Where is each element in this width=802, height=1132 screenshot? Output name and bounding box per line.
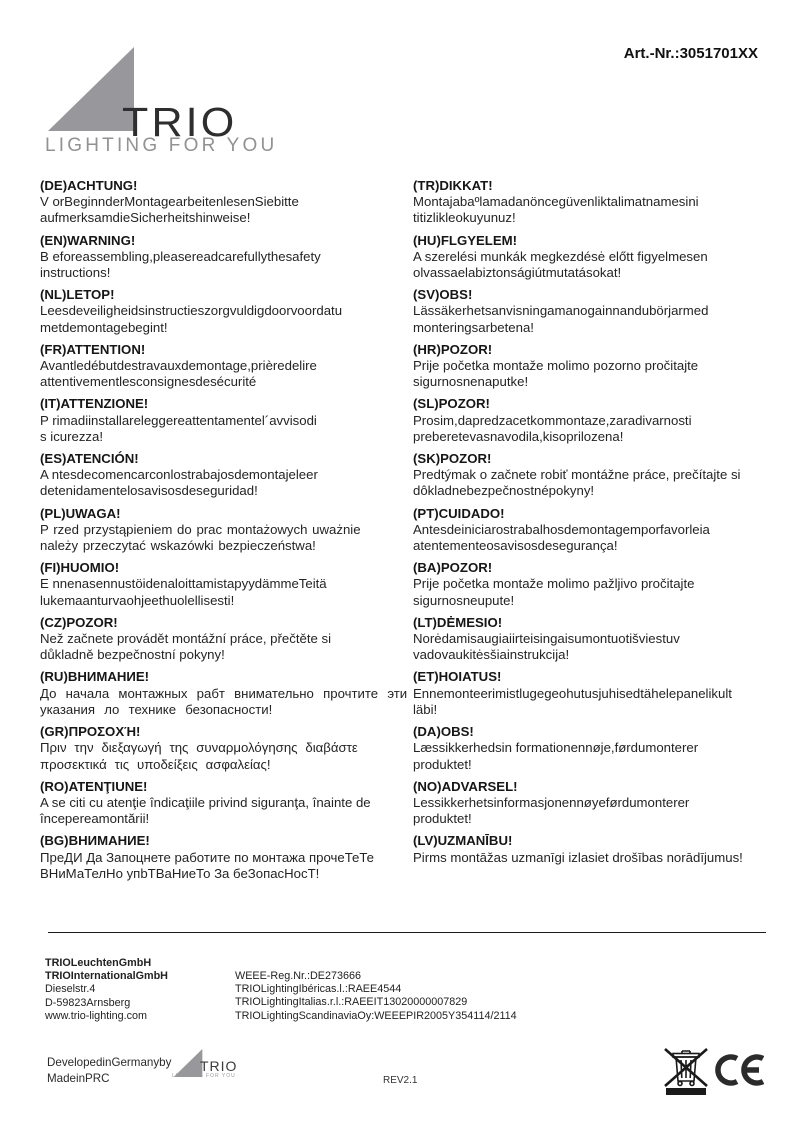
weee-registrations <box>235 970 517 1023</box>
footer-divider <box>48 932 766 933</box>
warning-text-line: instructions! <box>40 265 111 281</box>
warning-block-fr <box>40 342 413 391</box>
warning-text-line: Prije početka montaže molimo pažljivo pročitajte <box>413 576 695 592</box>
warning-text-line: Πριν την διεξαγωγή της συναρμολόγησης διαβάστε <box>40 740 358 756</box>
warning-heading: (GR)ΠΡΟΣΟΧΉ! <box>40 724 141 740</box>
warning-text-line: Lässäkerhetsanvisningamanogainnandubörjarmed <box>413 303 709 319</box>
warning-text-line: Lessikkerhetsinformasjonennøyeførdumonterer <box>413 794 690 810</box>
warnings-grid <box>40 178 800 888</box>
weee-reg-line: TRIOLightingItalias.r.l.:RAEEIT13020000007829 <box>235 996 468 1009</box>
warning-heading: (DE)ACHTUNG! <box>40 178 138 193</box>
warning-heading: (DA)OBS! <box>413 724 474 740</box>
warning-heading: (FR)ATTENTION! <box>40 341 146 357</box>
origin-note <box>47 1055 171 1086</box>
warning-block-es <box>40 451 413 500</box>
warning-block-lv <box>413 833 800 865</box>
warning-text-line: A ntesdecomencarconlostrabajosdemontajeleer <box>40 467 318 483</box>
warning-heading: (IT)ATTENZIONE! <box>40 396 149 412</box>
warning-text-line: P rimadiinstallareleggereattentamentel´avvisodi <box>40 412 317 428</box>
warning-text-line: A se citi cu atenţie îndicaţiile privind siguranţa, înainte de <box>40 794 371 810</box>
warning-block-ru <box>40 669 413 718</box>
warning-block-sv <box>413 287 800 336</box>
warning-text-line: důkladně bezpečnostní pokyny! <box>40 647 225 663</box>
warning-block-hr <box>413 342 800 391</box>
warning-block-cz <box>40 615 413 664</box>
warning-heading: (LT)DĖMESIO! <box>413 614 503 630</box>
warning-heading: (RU)ВНИМАНИЕ! <box>40 669 150 685</box>
warning-heading: (ET)HOIATUS! <box>413 669 502 685</box>
warning-text-line: lukemaanturvaohjeethuolellisesti! <box>40 592 235 608</box>
warning-text-line: До начала монтажных рабт внимательно прочтите эти <box>40 685 408 701</box>
warning-heading: (EN)WARNING! <box>40 232 136 248</box>
weee-reg-line: WEEE-Reg.Nr.:DE273666 <box>235 970 362 982</box>
company-name-line: TRIOLeuchtenGmbH <box>45 957 152 969</box>
warning-heading: (HU)FLGYELEM! <box>413 232 518 248</box>
warning-block-hu <box>413 233 800 282</box>
company-address <box>45 957 168 1023</box>
logo-brand-small-text: TRIO <box>200 1058 238 1074</box>
warning-heading: (SL)POZOR! <box>413 396 490 412</box>
warning-text-line: указания ло технике безопасности! <box>40 701 273 717</box>
warning-text-line: aufmerksamdieSicherheitshinweise! <box>40 210 251 226</box>
warning-text-line: B eforeassembling,pleasereadcarefullythesafety <box>40 248 321 264</box>
warning-block-ro <box>40 779 413 828</box>
warning-heading: (BG)ВНИМАНИЕ! <box>40 833 150 849</box>
warning-block-pt <box>413 506 800 555</box>
logo-brand-text: TRIO <box>122 99 238 145</box>
company-address-line: Dieselstr.4 <box>45 983 96 996</box>
warning-block-fi <box>40 560 413 609</box>
warning-text-line: olvassaelabiztonságiútmutatásokat! <box>413 265 622 281</box>
warning-text-line: monteringsarbetena! <box>413 319 534 335</box>
trio-logo-small <box>172 1049 242 1083</box>
weee-crossed-bin-icon <box>662 1042 710 1096</box>
warning-text-line: detenidamentelosavisosdeseguridad! <box>40 483 258 499</box>
company-address-line: D-59823Arnsberg <box>45 996 131 1009</box>
warning-heading: (PT)CUIDADO! <box>413 505 505 521</box>
warning-text-line: produktet! <box>413 756 472 772</box>
warning-text-line: vadovaukitėsšiainstrukcija! <box>413 647 570 663</box>
warning-text-line: dôkladnebezpečnostnépokyny! <box>413 483 595 499</box>
warning-block-de <box>40 178 413 227</box>
weee-reg-line: TRIOLightingScandinaviaOy:WEEEPIR2005Y354114/2114 <box>235 1009 517 1022</box>
warning-block-ba <box>413 560 800 609</box>
logo-tagline-small-text: LIGHTING FOR YOU <box>172 1073 236 1079</box>
warning-heading: (RO)ATENŢIUNE! <box>40 778 148 794</box>
origin-line-2: MadeinPRC <box>47 1071 110 1085</box>
origin-line-1: DevelopedinGermanyby <box>47 1056 172 1069</box>
warning-block-it <box>40 396 413 445</box>
warning-text-line: Norėdamisaugiaiirteisingaisumontuotišviestuv <box>413 631 680 647</box>
warning-block-da <box>413 724 800 773</box>
warning-text-line: metdemontagebegint! <box>40 319 168 335</box>
warning-heading: (NO)ADVARSEL! <box>413 778 518 794</box>
warning-heading: (NL)LETOP! <box>40 287 115 303</box>
warning-heading: (LV)UZMANĪBU! <box>413 833 513 849</box>
warning-text-line: preberetevasnavodila,kisoprilozena! <box>413 428 624 444</box>
warning-text-line: należy przeczytać wskazówki bezpieczeństwa! <box>40 538 316 554</box>
warning-text-line: produktet! <box>413 811 472 827</box>
warning-text-line: E nnenasennustöidenaloittamistapyydämmeTeitä <box>40 576 327 592</box>
warning-block-bg <box>40 833 413 882</box>
warning-heading: (SK)POZOR! <box>413 451 492 467</box>
warning-heading: (BA)POZOR! <box>413 560 493 576</box>
warning-text-line: attentivementlesconsignesdesécurité <box>40 374 257 390</box>
revision-label: REV2.1 <box>383 1075 418 1086</box>
warning-text-line: Montajabaºlamadanöncegüvenliktalimatnamesini <box>413 194 699 210</box>
warning-text-line: s icurezza! <box>40 428 104 444</box>
warning-block-en <box>40 233 413 282</box>
warning-text-line: Leesdeveiligheidsinstructieszorgvuldigdoorvoordatu <box>40 303 343 319</box>
warning-block-sk <box>413 451 800 500</box>
warnings-column-left <box>40 178 413 888</box>
warning-text-line: P rzed przystąpieniem do prac montażowych uważnie <box>40 521 361 537</box>
weee-reg-line: TRIOLightingIbéricas.l.:RAEE4544 <box>235 983 402 996</box>
logo-tagline-text: LIGHTING FOR YOU <box>45 135 278 156</box>
warning-block-pl <box>40 506 413 555</box>
warning-text-line: titizlikleokuyunuz! <box>413 210 516 226</box>
company-name-line: TRIOInternationalGmbH <box>45 970 168 983</box>
warning-text-line: sigurnosnenaputke! <box>413 374 529 390</box>
warning-block-gr <box>40 724 413 773</box>
warning-block-nl <box>40 287 413 336</box>
warning-block-et <box>413 669 800 718</box>
warning-text-line: προσεκτικά τις υποδείξεις ασφαλείας! <box>40 756 271 772</box>
company-address-line: www.trio-lighting.com <box>45 1009 148 1022</box>
warning-text-line: Než začnete provádět montážní práce, přečtěte si <box>40 631 332 647</box>
warning-text-line: Prosim,dapredzacetkommontaze,zaradivarnosti <box>413 412 692 428</box>
warning-block-sl <box>413 396 800 445</box>
warning-heading: (ES)ATENCIÓN! <box>40 451 139 467</box>
warning-heading: (PL)UWAGA! <box>40 505 121 521</box>
warning-heading: (TR)DIKKAT! <box>413 178 493 193</box>
warning-heading: (SV)OBS! <box>413 287 473 303</box>
article-number: Art.-Nr.:3051701XX <box>623 45 758 62</box>
warning-text-line: Prije početka montaže molimo pozorno pročitajte <box>413 358 699 374</box>
trio-logo <box>45 47 278 157</box>
warning-text-line: începereamontării! <box>40 811 150 827</box>
warning-heading: (HR)POZOR! <box>413 341 493 357</box>
warning-text-line: ВНиМаТелНо упbТВаНиеТо За беЗопасНосТ! <box>40 865 320 881</box>
warnings-column-right <box>413 178 800 888</box>
warning-block-tr <box>413 178 800 227</box>
warning-block-lt <box>413 615 800 664</box>
warning-heading: (CZ)POZOR! <box>40 614 118 630</box>
warning-block-no <box>413 779 800 828</box>
warning-text-line: Pirms montāžas uzmanīgi izlasiet drošības norādījumus! <box>413 849 743 865</box>
warning-text-line: läbi! <box>413 701 438 717</box>
warning-text-line: Antesdeiniciarostrabalhosdemontagemporfavorleia <box>413 521 710 537</box>
warning-text-line: A szerelési munkák megkezdésė előtt figyelmesen <box>413 248 708 264</box>
warning-text-line: V orBeginnderMontagearbeitenlesenSiebitte <box>40 194 299 210</box>
warning-text-line: sigurnosneupute! <box>413 592 515 608</box>
warning-text-line: Læssikkerhedsin formationennøje,førdumonterer <box>413 740 699 756</box>
ce-mark-icon <box>712 1052 764 1088</box>
warning-text-line: Ennemonteerimistlugegeohutusjuhisedtähelepanelikult <box>413 685 732 701</box>
warning-text-line: atentementeosavisosdesegurança! <box>413 538 618 554</box>
warning-heading: (FI)HUOMIO! <box>40 560 120 576</box>
warning-text-line: Avantledébutdestravauxdemontage,prièredelire <box>40 358 317 374</box>
warning-text-line: ПреДИ Да Запоцнете работите по монтажа прочеТеТе <box>40 849 374 865</box>
warning-text-line: Predtýmak o začnete robiť montážne práce, prečítajte si <box>413 467 741 483</box>
